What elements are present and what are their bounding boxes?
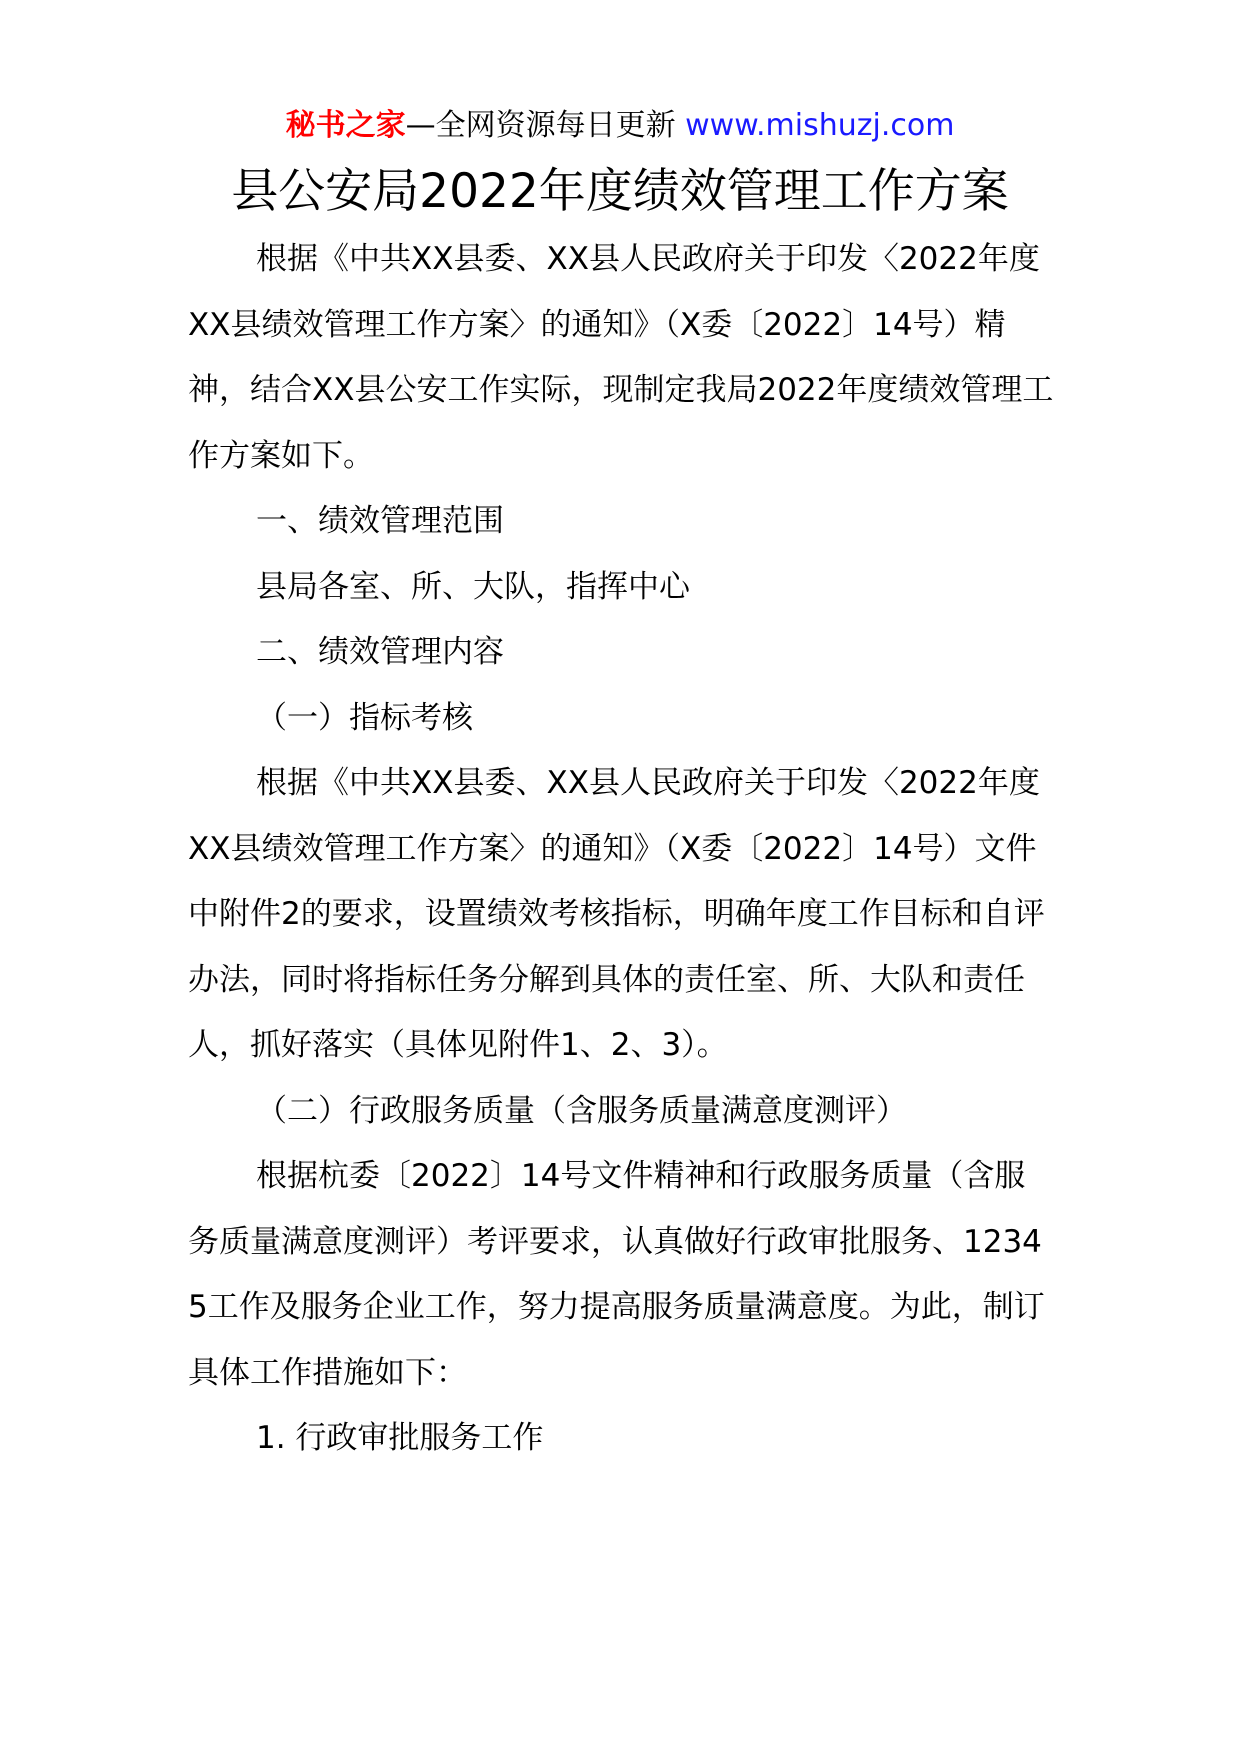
intro-paragraph: 根据《中共XX县委、XX县人民政府关于印发〈2022年度XX县绩效管理工作方案〉的通知》（X委〔2022〕14号）精神，结合XX县公安工作实际，现制定我局2022年度绩效管理工作方案如下。 [188,241,1054,474]
service-quality-paragraph: 根据杭委〔2022〕14号文件精神和行政服务质量（含服务质量满意度测评）考评要求，认真做好行政审批服务、12345工作及服务企业工作，努力提高服务质量满意度。为此，制订具体工作措施如下： [188,1158,1045,1391]
indicators-paragraph: 根据《中共XX县委、XX县人民政府关于印发〈2022年度XX县绩效管理工作方案〉的通知》（X委〔2022〕14号）文件中附件2的要求，设置绩效考核指标，明确年度工作目标和自评办法，同时将指标任务分解到具体的责任室、所、大队和责任人，抓好落实（具体见附件1、2、3）。 [188,765,1045,1063]
section-heading-content: 二、绩效管理内容 [256,634,504,670]
brand-slogan: —全网资源每日更新 [405,108,676,143]
item-heading-approval-service: 1. 行政审批服务工作 [256,1420,544,1456]
document-title: 县公安局2022年度绩效管理工作方案 [231,164,1009,219]
scope-paragraph: 县局各室、所、大队，指挥中心 [256,568,690,605]
site-url-link[interactable]: www.mishuzj.com [685,108,955,143]
subsection-heading-service-quality: （二）行政服务质量（含服务质量满意度测评） [256,1092,907,1129]
site-banner [0,98,1240,154]
document-body [188,227,1054,1472]
section-heading-scope: 一、绩效管理范围 [256,503,504,539]
subsection-heading-indicators: （一）指标考核 [256,699,473,736]
brand-name: 秘书之家 [285,108,406,143]
